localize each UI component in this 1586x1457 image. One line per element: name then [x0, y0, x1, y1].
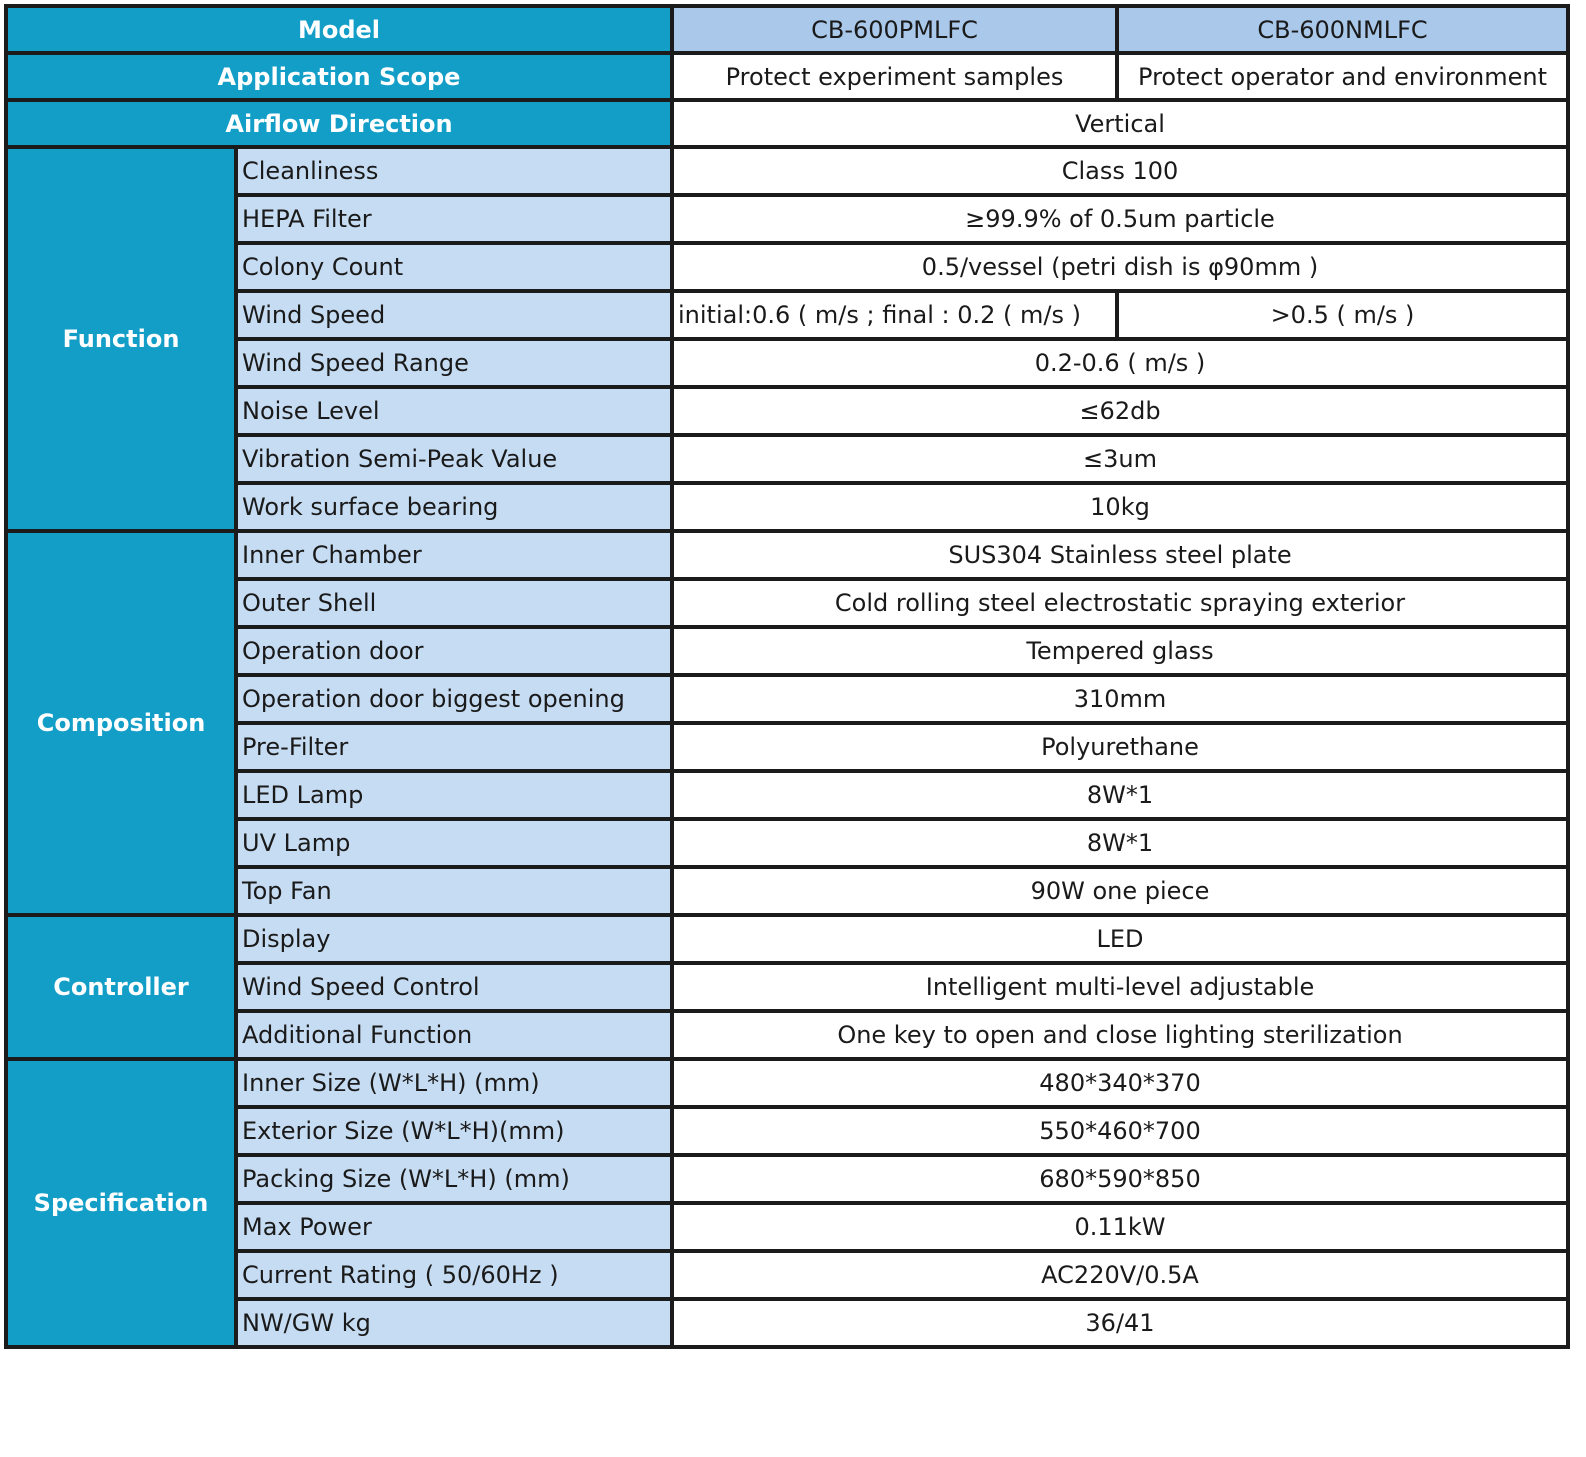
spec-row — [6, 339, 1568, 387]
spec-row — [6, 627, 1568, 675]
scope-value-pmlfc: Protect experiment samples — [672, 53, 1117, 100]
spec-value: ≥99.9% of 0.5um particle — [672, 195, 1568, 243]
spec-value: One key to open and close lighting sterilization — [672, 1011, 1568, 1059]
spec-label: Packing Size (W*L*H) (mm) — [236, 1155, 672, 1203]
spec-value: Cold rolling steel electrostatic spraying exterior — [672, 579, 1568, 627]
spec-value: ≤62db — [672, 387, 1568, 435]
spec-value: 550*460*700 — [672, 1107, 1568, 1155]
spec-value: LED — [672, 915, 1568, 963]
spec-label: HEPA Filter — [236, 195, 672, 243]
spec-label: Pre-Filter — [236, 723, 672, 771]
spec-value: Class 100 — [672, 147, 1568, 195]
spec-value: 0.11kW — [672, 1203, 1568, 1251]
spec-label: Colony Count — [236, 243, 672, 291]
spec-label: NW/GW kg — [236, 1299, 672, 1347]
spec-label: Inner Size (W*L*H) (mm) — [236, 1059, 672, 1107]
spec-value: 480*340*370 — [672, 1059, 1568, 1107]
spec-label: Outer Shell — [236, 579, 672, 627]
airflow-row — [6, 100, 1568, 147]
spec-label: Vibration Semi-Peak Value — [236, 435, 672, 483]
spec-row — [6, 387, 1568, 435]
spec-label: UV Lamp — [236, 819, 672, 867]
spec-value: Tempered glass — [672, 627, 1568, 675]
category-specification: Specification — [6, 1059, 236, 1347]
spec-row — [6, 147, 1568, 195]
model-name-pmlfc: CB-600PMLFC — [672, 6, 1117, 53]
spec-row — [6, 531, 1568, 579]
spec-label: Inner Chamber — [236, 531, 672, 579]
spec-value: ≤3um — [672, 435, 1568, 483]
model-label: Model — [6, 6, 672, 53]
category-controller: Controller — [6, 915, 236, 1059]
spec-row — [6, 867, 1568, 915]
spec-row — [6, 1059, 1568, 1107]
category-composition: Composition — [6, 531, 236, 915]
spec-row — [6, 1203, 1568, 1251]
scope-row — [6, 53, 1568, 100]
spec-value-model-1: initial:0.6 ( m/s ; final : 0.2 ( m/s ) — [672, 291, 1117, 339]
spec-label: Wind Speed Control — [236, 963, 672, 1011]
model-name-nmlfc: CB-600NMLFC — [1117, 6, 1568, 53]
spec-row — [6, 1011, 1568, 1059]
spec-row — [6, 483, 1568, 531]
scope-label: Application Scope — [6, 53, 672, 100]
spec-value: 36/41 — [672, 1299, 1568, 1347]
spec-value: 8W*1 — [672, 771, 1568, 819]
spec-table — [4, 4, 1570, 1349]
spec-value: 8W*1 — [672, 819, 1568, 867]
spec-label: Cleanliness — [236, 147, 672, 195]
airflow-value: Vertical — [672, 100, 1568, 147]
spec-row — [6, 915, 1568, 963]
spec-value-model-2: >0.5 ( m/s ) — [1117, 291, 1568, 339]
airflow-label: Airflow Direction — [6, 100, 672, 147]
category-function: Function — [6, 147, 236, 531]
spec-value: Polyurethane — [672, 723, 1568, 771]
spec-label: Work surface bearing — [236, 483, 672, 531]
spec-row — [6, 579, 1568, 627]
spec-row — [6, 819, 1568, 867]
spec-row — [6, 1299, 1568, 1347]
spec-row — [6, 243, 1568, 291]
spec-value: 310mm — [672, 675, 1568, 723]
spec-label: Additional Function — [236, 1011, 672, 1059]
spec-label: Noise Level — [236, 387, 672, 435]
spec-label: Exterior Size (W*L*H)(mm) — [236, 1107, 672, 1155]
spec-value: SUS304 Stainless steel plate — [672, 531, 1568, 579]
spec-label: Top Fan — [236, 867, 672, 915]
spec-row — [6, 291, 1568, 339]
spec-value: 90W one piece — [672, 867, 1568, 915]
spec-label: Operation door biggest opening — [236, 675, 672, 723]
spec-label: Display — [236, 915, 672, 963]
spec-row — [6, 723, 1568, 771]
spec-label: Wind Speed — [236, 291, 672, 339]
spec-row — [6, 1107, 1568, 1155]
model-row — [6, 6, 1568, 53]
spec-value: 10kg — [672, 483, 1568, 531]
spec-value: AC220V/0.5A — [672, 1251, 1568, 1299]
spec-value: 680*590*850 — [672, 1155, 1568, 1203]
spec-value: Intelligent multi-level adjustable — [672, 963, 1568, 1011]
spec-value: 0.2-0.6 ( m/s ) — [672, 339, 1568, 387]
spec-label: Current Rating ( 50/60Hz ) — [236, 1251, 672, 1299]
spec-row — [6, 195, 1568, 243]
spec-row — [6, 675, 1568, 723]
spec-label: Max Power — [236, 1203, 672, 1251]
spec-row — [6, 1251, 1568, 1299]
spec-row — [6, 435, 1568, 483]
spec-row — [6, 1155, 1568, 1203]
spec-row — [6, 963, 1568, 1011]
spec-value: 0.5/vessel (petri dish is φ90mm ) — [672, 243, 1568, 291]
spec-label: Wind Speed Range — [236, 339, 672, 387]
spec-table-body — [6, 6, 1568, 1347]
spec-label: LED Lamp — [236, 771, 672, 819]
scope-value-nmlfc: Protect operator and environment — [1117, 53, 1568, 100]
spec-label: Operation door — [236, 627, 672, 675]
spec-row — [6, 771, 1568, 819]
